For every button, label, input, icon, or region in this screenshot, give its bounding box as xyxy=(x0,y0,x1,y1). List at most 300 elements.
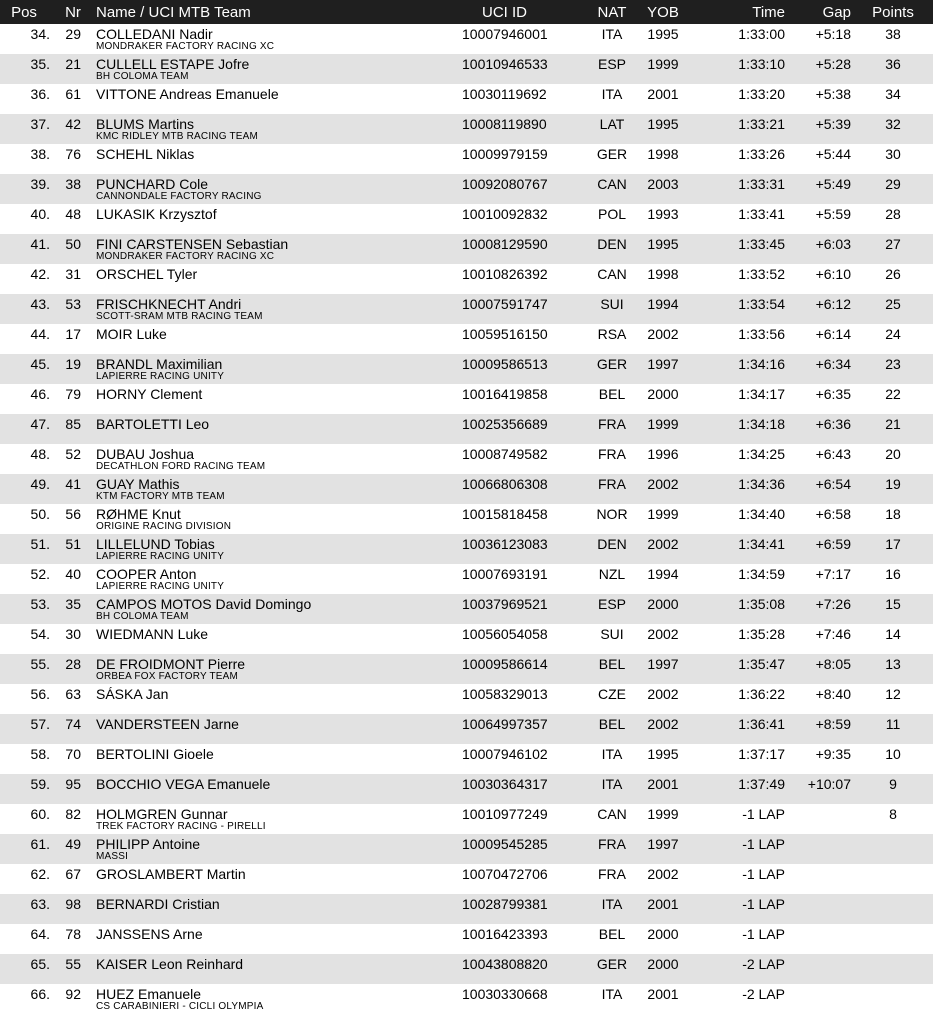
rider-year-of-birth: 1994 xyxy=(647,566,679,582)
rider-nationality: GER xyxy=(596,956,628,972)
rider-gap: +6:43 xyxy=(815,446,851,462)
rider-points: 27 xyxy=(885,236,901,252)
rider-uci-id: 10015818458 xyxy=(462,506,548,522)
rider-year-of-birth: 2002 xyxy=(647,686,679,702)
table-row xyxy=(0,834,933,864)
rider-points: 8 xyxy=(889,806,897,822)
rider-number: 70 xyxy=(65,746,81,762)
rider-number: 74 xyxy=(65,716,81,732)
rider-year-of-birth: 1997 xyxy=(647,356,679,372)
rider-team: BH COLOMA TEAM xyxy=(96,611,189,622)
rider-time: -2 LAP xyxy=(742,986,785,1002)
rider-points: 11 xyxy=(885,716,901,732)
rider-number: 50 xyxy=(65,236,81,252)
rider-number: 21 xyxy=(65,56,81,72)
rider-nationality: FRA xyxy=(598,836,626,852)
rider-name: SCHEHL Niklas xyxy=(96,146,195,162)
rider-nationality: POL xyxy=(597,206,626,222)
header-pos: Pos xyxy=(11,4,37,21)
rider-uci-id: 10030119692 xyxy=(462,86,547,102)
rider-points: 20 xyxy=(885,446,901,462)
rider-uci-id: 10036123083 xyxy=(462,536,548,552)
rider-position: 48. xyxy=(30,446,50,462)
rider-time: -1 LAP xyxy=(742,806,785,822)
rider-gap: +5:18 xyxy=(815,26,851,42)
rider-position: 65. xyxy=(30,956,50,972)
rider-uci-id: 10007693191 xyxy=(462,566,548,582)
rider-number: 67 xyxy=(65,866,81,882)
rider-name: BARTOLETTI Leo xyxy=(96,416,210,432)
rider-name: HUEZ Emanuele xyxy=(96,986,202,1002)
table-row xyxy=(0,24,933,54)
rider-time: 1:33:31 xyxy=(738,176,785,192)
table-row xyxy=(0,174,933,204)
rider-time: 1:36:41 xyxy=(738,716,785,732)
rider-nationality: BEL xyxy=(598,716,626,732)
rider-year-of-birth: 2002 xyxy=(647,536,679,552)
rider-points: 36 xyxy=(885,56,901,72)
rider-position: 37. xyxy=(30,116,50,132)
rider-name: GROSLAMBERT Martin xyxy=(96,866,246,882)
rider-gap: +6:10 xyxy=(815,266,851,282)
rider-nationality: DEN xyxy=(597,536,627,552)
rider-number: 30 xyxy=(65,626,81,642)
table-row xyxy=(0,354,933,384)
rider-name: GUAY Mathis xyxy=(96,476,180,492)
rider-team: CS CARABINIERI - CICLI OLYMPIA xyxy=(96,1001,264,1012)
rider-uci-id: 10016419858 xyxy=(462,386,548,402)
rider-team: MONDRAKER FACTORY RACING XC xyxy=(96,251,275,262)
table-row xyxy=(0,924,933,954)
rider-uci-id: 10007946102 xyxy=(462,746,548,762)
rider-gap: +10:07 xyxy=(807,776,851,792)
results-table-header xyxy=(0,0,933,24)
rider-name: LUKASIK Krzysztof xyxy=(96,206,217,222)
rider-points: 10 xyxy=(885,746,901,762)
rider-gap: +6:35 xyxy=(815,386,851,402)
table-row xyxy=(0,534,933,564)
rider-year-of-birth: 2002 xyxy=(647,326,679,342)
header-points: Points xyxy=(872,4,914,21)
table-row xyxy=(0,564,933,594)
rider-uci-id: 10030330668 xyxy=(462,986,548,1002)
rider-position: 52. xyxy=(30,566,50,582)
rider-name: DUBAU Joshua xyxy=(96,446,195,462)
rider-year-of-birth: 1995 xyxy=(647,236,679,252)
rider-nationality: FRA xyxy=(598,866,626,882)
results-table-body xyxy=(0,24,933,1014)
rider-position: 63. xyxy=(30,896,50,912)
rider-nationality: BEL xyxy=(598,926,626,942)
rider-gap: +5:39 xyxy=(815,116,851,132)
rider-points: 26 xyxy=(885,266,901,282)
rider-position: 54. xyxy=(30,626,50,642)
rider-nationality: GER xyxy=(596,146,628,162)
rider-year-of-birth: 1999 xyxy=(647,506,679,522)
table-row xyxy=(0,234,933,264)
rider-year-of-birth: 1998 xyxy=(647,266,679,282)
table-row xyxy=(0,954,933,984)
rider-number: 29 xyxy=(65,26,81,42)
rider-gap: +7:26 xyxy=(815,596,851,612)
rider-time: 1:33:26 xyxy=(738,146,785,162)
rider-nationality: ESP xyxy=(597,56,626,72)
rider-time: 1:36:22 xyxy=(738,686,785,702)
rider-time: 1:33:54 xyxy=(738,296,785,312)
table-row xyxy=(0,804,933,834)
rider-position: 50. xyxy=(30,506,50,522)
rider-number: 92 xyxy=(65,986,81,1002)
rider-nationality: FRA xyxy=(598,446,626,462)
rider-team: DECATHLON FORD RACING TEAM xyxy=(96,461,266,472)
rider-gap: +8:59 xyxy=(815,716,851,732)
rider-points: 19 xyxy=(885,476,901,492)
rider-number: 42 xyxy=(65,116,81,132)
rider-year-of-birth: 1995 xyxy=(647,26,679,42)
rider-gap: +8:40 xyxy=(815,686,851,702)
rider-uci-id: 10059516150 xyxy=(462,326,548,342)
table-row xyxy=(0,444,933,474)
rider-name: PUNCHARD Cole xyxy=(96,176,209,192)
rider-points: 9 xyxy=(889,776,897,792)
rider-gap: +6:54 xyxy=(815,476,851,492)
rider-number: 55 xyxy=(65,956,81,972)
rider-number: 28 xyxy=(65,656,81,672)
rider-time: 1:37:49 xyxy=(738,776,785,792)
rider-nationality: GER xyxy=(596,356,628,372)
rider-nationality: CAN xyxy=(597,266,627,282)
rider-year-of-birth: 1997 xyxy=(647,656,679,672)
rider-name: COOPER Anton xyxy=(96,566,197,582)
rider-time: 1:34:59 xyxy=(738,566,785,582)
table-row xyxy=(0,504,933,534)
rider-number: 98 xyxy=(65,896,81,912)
rider-nationality: RSA xyxy=(597,326,627,342)
table-row xyxy=(0,684,933,714)
rider-nationality: NZL xyxy=(598,566,626,582)
rider-number: 41 xyxy=(65,476,81,492)
rider-number: 48 xyxy=(65,206,81,222)
rider-year-of-birth: 2002 xyxy=(647,716,679,732)
rider-points: 13 xyxy=(885,656,901,672)
rider-time: 1:33:20 xyxy=(738,86,785,102)
rider-year-of-birth: 2002 xyxy=(647,476,679,492)
table-row xyxy=(0,714,933,744)
rider-gap: +9:35 xyxy=(815,746,851,762)
table-row xyxy=(0,984,933,1014)
rider-team: KTM FACTORY MTB TEAM xyxy=(96,491,225,502)
rider-position: 61. xyxy=(30,836,50,852)
rider-points: 29 xyxy=(885,176,901,192)
rider-points: 30 xyxy=(885,146,901,162)
rider-time: 1:33:10 xyxy=(738,56,785,72)
rider-uci-id: 10066806308 xyxy=(462,476,548,492)
rider-team: SCOTT-SRAM MTB RACING TEAM xyxy=(96,311,263,322)
rider-nationality: ITA xyxy=(601,26,623,42)
rider-time: 1:34:16 xyxy=(738,356,785,372)
rider-year-of-birth: 2000 xyxy=(647,386,679,402)
rider-name: WIEDMANN Luke xyxy=(96,626,209,642)
rider-year-of-birth: 2000 xyxy=(647,596,679,612)
rider-position: 36. xyxy=(30,86,50,102)
rider-nationality: ESP xyxy=(597,596,626,612)
rider-uci-id: 10030364317 xyxy=(462,776,548,792)
rider-year-of-birth: 1995 xyxy=(647,116,679,132)
rider-number: 35 xyxy=(65,596,81,612)
rider-uci-id: 10009586513 xyxy=(462,356,548,372)
rider-number: 63 xyxy=(65,686,81,702)
rider-number: 53 xyxy=(65,296,81,312)
rider-nationality: CZE xyxy=(598,686,626,702)
rider-team: TREK FACTORY RACING - PIRELLI xyxy=(96,821,266,832)
rider-points: 28 xyxy=(885,206,901,222)
rider-gap: +7:46 xyxy=(815,626,851,642)
rider-time: 1:35:28 xyxy=(738,626,785,642)
rider-number: 61 xyxy=(65,86,81,102)
rider-year-of-birth: 2000 xyxy=(647,956,679,972)
rider-points: 22 xyxy=(885,386,901,402)
rider-name: HOLMGREN Gunnar xyxy=(96,806,228,822)
rider-number: 95 xyxy=(65,776,81,792)
rider-nationality: LAT xyxy=(599,116,625,132)
rider-uci-id: 10056054058 xyxy=(462,626,548,642)
rider-team: ORBEA FOX FACTORY TEAM xyxy=(96,671,239,682)
rider-points: 34 xyxy=(885,86,901,102)
rider-points: 24 xyxy=(885,326,901,342)
table-row xyxy=(0,384,933,414)
rider-gap: +6:12 xyxy=(815,296,851,312)
rider-year-of-birth: 1999 xyxy=(647,806,679,822)
table-row xyxy=(0,294,933,324)
rider-gap: +6:58 xyxy=(815,506,851,522)
rider-uci-id: 10010092832 xyxy=(462,206,548,222)
rider-time: -1 LAP xyxy=(742,926,785,942)
rider-year-of-birth: 1995 xyxy=(647,746,679,762)
rider-year-of-birth: 1999 xyxy=(647,416,679,432)
rider-points: 14 xyxy=(885,626,901,642)
table-row xyxy=(0,864,933,894)
rider-nationality: ITA xyxy=(601,776,623,792)
rider-position: 42. xyxy=(30,266,50,282)
header-nr: Nr xyxy=(65,4,81,21)
rider-nationality: ITA xyxy=(601,986,623,1002)
rider-position: 58. xyxy=(30,746,50,762)
rider-nationality: NOR xyxy=(596,506,628,522)
table-row xyxy=(0,894,933,924)
rider-time: 1:35:08 xyxy=(738,596,785,612)
rider-time: -1 LAP xyxy=(742,866,785,882)
rider-year-of-birth: 1994 xyxy=(647,296,679,312)
rider-uci-id: 10064997357 xyxy=(462,716,548,732)
table-row xyxy=(0,624,933,654)
rider-year-of-birth: 2001 xyxy=(647,896,679,912)
header-name: Name / UCI MTB Team xyxy=(96,4,251,21)
rider-position: 41. xyxy=(30,236,50,252)
rider-team: MONDRAKER FACTORY RACING XC xyxy=(96,41,275,52)
rider-team: KMC RIDLEY MTB RACING TEAM xyxy=(96,131,259,142)
rider-name: LILLELUND Tobias xyxy=(96,536,215,552)
rider-number: 52 xyxy=(65,446,81,462)
rider-uci-id: 10007591747 xyxy=(462,296,548,312)
rider-number: 40 xyxy=(65,566,81,582)
rider-name: BERTOLINI Gioele xyxy=(96,746,214,762)
table-row xyxy=(0,774,933,804)
rider-time: 1:33:56 xyxy=(738,326,785,342)
rider-position: 43. xyxy=(30,296,50,312)
rider-position: 45. xyxy=(30,356,50,372)
rider-name: ORSCHEL Tyler xyxy=(96,266,198,282)
rider-number: 38 xyxy=(65,176,81,192)
rider-points: 21 xyxy=(885,416,901,432)
rider-uci-id: 10016423393 xyxy=(462,926,548,942)
rider-uci-id: 10037969521 xyxy=(462,596,548,612)
table-row xyxy=(0,114,933,144)
rider-uci-id: 10010826392 xyxy=(462,266,548,282)
rider-nationality: SUI xyxy=(600,626,624,642)
rider-position: 53. xyxy=(30,596,50,612)
rider-name: VITTONE Andreas Emanuele xyxy=(96,86,279,102)
rider-nationality: CAN xyxy=(597,176,627,192)
rider-gap: +5:38 xyxy=(815,86,851,102)
rider-position: 35. xyxy=(30,56,50,72)
rider-gap: +6:59 xyxy=(815,536,851,552)
rider-nationality: ITA xyxy=(601,86,623,102)
header-time: Time xyxy=(752,4,785,21)
rider-time: 1:34:25 xyxy=(738,446,785,462)
rider-team: LAPIERRE RACING UNITY xyxy=(96,581,225,592)
rider-nationality: BEL xyxy=(598,386,626,402)
rider-team: CANNONDALE FACTORY RACING xyxy=(96,191,262,202)
rider-number: 78 xyxy=(65,926,81,942)
rider-time: 1:37:17 xyxy=(738,746,785,762)
rider-uci-id: 10008749582 xyxy=(462,446,548,462)
rider-gap: +6:03 xyxy=(815,236,851,252)
header-gap: Gap xyxy=(822,4,851,21)
rider-name: CAMPOS MOTOS David Domingo xyxy=(96,596,312,612)
rider-gap: +6:36 xyxy=(815,416,851,432)
rider-time: 1:35:47 xyxy=(738,656,785,672)
rider-time: 1:34:40 xyxy=(738,506,785,522)
rider-nationality: DEN xyxy=(597,236,627,252)
rider-position: 34. xyxy=(30,26,50,42)
rider-nationality: SUI xyxy=(600,296,624,312)
rider-gap: +8:05 xyxy=(815,656,851,672)
rider-gap: +6:34 xyxy=(815,356,851,372)
rider-position: 47. xyxy=(30,416,50,432)
rider-year-of-birth: 2001 xyxy=(647,86,679,102)
rider-uci-id: 10010946533 xyxy=(462,56,548,72)
rider-nationality: CAN xyxy=(597,806,627,822)
rider-points: 23 xyxy=(885,356,901,372)
rider-nationality: BEL xyxy=(598,656,626,672)
rider-name: BRANDL Maximilian xyxy=(96,356,223,372)
rider-number: 82 xyxy=(65,806,81,822)
rider-gap: +6:14 xyxy=(815,326,851,342)
rider-nationality: FRA xyxy=(598,476,626,492)
rider-name: JANSSENS Arne xyxy=(96,926,203,942)
rider-name: BERNARDI Cristian xyxy=(96,896,220,912)
rider-time: 1:33:41 xyxy=(738,206,785,222)
rider-points: 17 xyxy=(885,536,901,552)
rider-time: 1:33:52 xyxy=(738,266,785,282)
rider-position: 46. xyxy=(30,386,50,402)
rider-gap: +5:28 xyxy=(815,56,851,72)
rider-uci-id: 10008129590 xyxy=(462,236,548,252)
rider-number: 19 xyxy=(65,356,81,372)
header-nat: NAT xyxy=(597,4,627,21)
rider-year-of-birth: 2002 xyxy=(647,626,679,642)
rider-points: 18 xyxy=(885,506,901,522)
table-row xyxy=(0,474,933,504)
rider-name: KAISER Leon Reinhard xyxy=(96,956,244,972)
table-row xyxy=(0,744,933,774)
rider-time: 1:33:45 xyxy=(738,236,785,252)
rider-team: LAPIERRE RACING UNITY xyxy=(96,371,225,382)
rider-points: 38 xyxy=(885,26,901,42)
rider-time: -1 LAP xyxy=(742,896,785,912)
rider-position: 49. xyxy=(30,476,50,492)
rider-time: 1:34:41 xyxy=(738,536,785,552)
rider-number: 49 xyxy=(65,836,81,852)
rider-number: 85 xyxy=(65,416,81,432)
table-row xyxy=(0,264,933,294)
rider-team: BH COLOMA TEAM xyxy=(96,71,189,82)
rider-position: 51. xyxy=(30,536,50,552)
rider-name: FRISCHKNECHT Andri xyxy=(96,296,242,312)
rider-time: -2 LAP xyxy=(742,956,785,972)
rider-points: 12 xyxy=(885,686,901,702)
rider-year-of-birth: 1997 xyxy=(647,836,679,852)
rider-position: 62. xyxy=(30,866,50,882)
rider-year-of-birth: 2002 xyxy=(647,866,679,882)
rider-uci-id: 10092080767 xyxy=(462,176,548,192)
rider-year-of-birth: 2001 xyxy=(647,986,679,1002)
rider-uci-id: 10043808820 xyxy=(462,956,548,972)
rider-time: 1:33:00 xyxy=(738,26,785,42)
rider-gap: +5:59 xyxy=(815,206,851,222)
rider-points: 32 xyxy=(885,116,901,132)
table-row xyxy=(0,654,933,684)
rider-number: 56 xyxy=(65,506,81,522)
rider-time: 1:33:21 xyxy=(738,116,785,132)
rider-position: 38. xyxy=(30,146,50,162)
table-row xyxy=(0,144,933,174)
rider-position: 59. xyxy=(30,776,50,792)
rider-name: CULLELL ESTAPE Jofre xyxy=(96,56,250,72)
rider-name: MOIR Luke xyxy=(96,326,167,342)
rider-uci-id: 10008119890 xyxy=(462,116,547,132)
rider-position: 55. xyxy=(30,656,50,672)
rider-number: 79 xyxy=(65,386,81,402)
table-row xyxy=(0,594,933,624)
rider-position: 57. xyxy=(30,716,50,732)
rider-name: FINI CARSTENSEN Sebastian xyxy=(96,236,289,252)
rider-uci-id: 10028799381 xyxy=(462,896,548,912)
rider-name: PHILIPP Antoine xyxy=(96,836,201,852)
rider-uci-id: 10009545285 xyxy=(462,836,548,852)
rider-number: 51 xyxy=(65,536,81,552)
rider-time: 1:34:36 xyxy=(738,476,785,492)
rider-team: MASSI xyxy=(96,851,129,862)
rider-gap: +5:49 xyxy=(815,176,851,192)
rider-time: 1:34:18 xyxy=(738,416,785,432)
rider-uci-id: 10007946001 xyxy=(462,26,548,42)
rider-name: VANDERSTEEN Jarne xyxy=(96,716,239,732)
rider-uci-id: 10009586614 xyxy=(462,656,548,672)
rider-position: 40. xyxy=(30,206,50,222)
header-yob: YOB xyxy=(647,4,679,21)
rider-nationality: FRA xyxy=(598,416,626,432)
